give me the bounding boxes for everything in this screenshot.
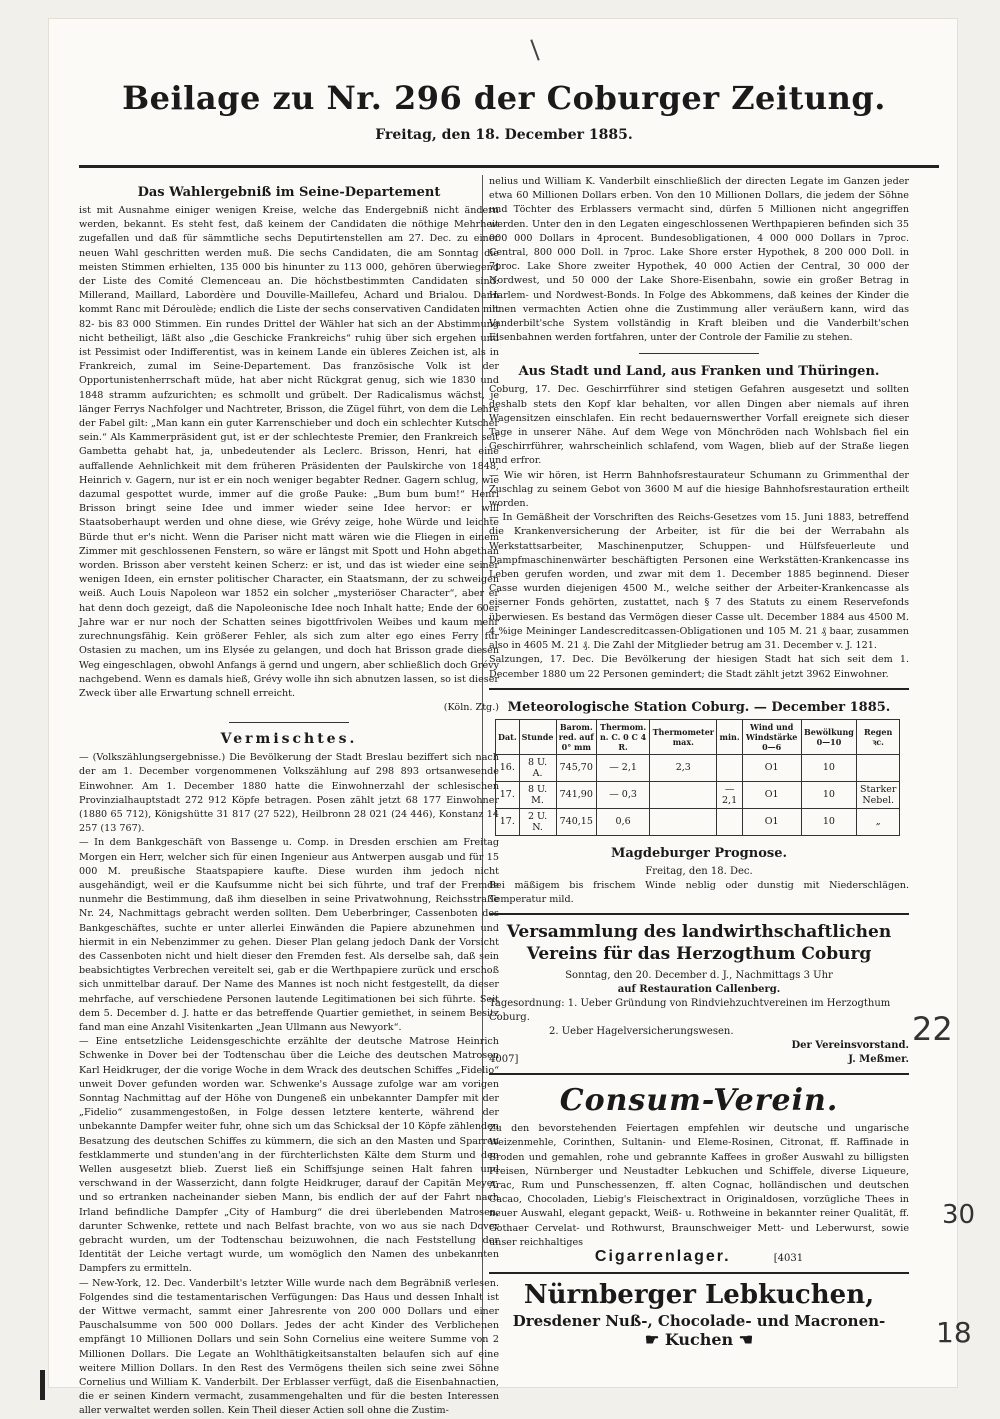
- divider: [489, 913, 909, 915]
- weather-table: [495, 719, 900, 836]
- ad-subtitle: [489, 1330, 909, 1349]
- table-cell: [857, 754, 900, 781]
- table-row: [496, 754, 900, 781]
- table-cell: [717, 808, 742, 835]
- ad-number: [4031: [773, 1252, 804, 1264]
- table-cell: 8 U. M.: [519, 781, 556, 808]
- table-cell: 8 U. A.: [519, 754, 556, 781]
- col-header: Dat.: [496, 719, 520, 754]
- table-cell: 17.: [496, 808, 520, 835]
- divider: [639, 353, 759, 354]
- table-cell: 16.: [496, 754, 520, 781]
- continuation-text: nelius und William K. Vanderbilt einschließlich der directen Legate im Ganzen jeder etwa 60 Millionen Dollars erben. Von den 10 Millionen Dollars, die jedem der Söhne und Töchter des Erblassers vermacht sind, dürfen 5 Millionen nicht angegriffen werden. Unter den in den Legaten eingeschlossenen Werthpapieren befinden sich 35 000 000 Dollars in 4procent. Bundesobligationen, 4 000 000 Dollars in 7proc. Central, 800 000 Doll. in 7proc. Lake Shore erster Hypothek, 8 200 000 Doll. in 7proc. Lake Shore zweiter Hypothek, 40 000 Actien der Central, 30 000 der Nordwest, und 50 000 der Lake Shore-Eisenbahn, sowie ein großer Betrag in Harlem- und Nordwest-Bonds. In Folge des Abkommens, daß keines der Kinder die ihnen vermachten Actien ohne die Zustimmung aller veräußern kann, wird das Vanderbilt'sche System vollständig in Kraft bleiben und die Vanderbilt'schen Eisenbahnen werden fortfahren, unter der Controle der Familie zu stehen.: [489, 176, 909, 344]
- page-date: Freitag, den 18. December 1885.: [375, 127, 633, 143]
- article-heading: Das Wahlergebniß im Seine-Departement: [137, 185, 441, 200]
- table-cell: 0,6: [597, 808, 650, 835]
- table-cell: — 0,3: [597, 781, 650, 808]
- table-cell: O1: [742, 754, 801, 781]
- prognose-heading: Magdeburger Prognose.: [610, 845, 787, 861]
- news-paragraph: — New-York, 12. Dec. Vanderbilt's letzter Wille wurde nach dem Begräbniß verlesen. Folgendes sind die testamentarischen Verfügungen: Das Haus und dessen Inhalt ist der Wittwe vermacht, sammt einer Jahresrente von 200 000 Dollars und einer Pauschalsumme von 500 000 Dollars. Jedes der acht Kinder des Verblichenen empfängt 10 Millionen Dollars und sein Sohn Cornelius eine weitere Summe von 2 Millionen Dollars. Die Legate an Wohlthätigkeitsanstalten belaufen sich auf eine weitere Million Dollars. In den Rest des Vermögens theilen sich seine zwei Söhne Cornelius und William K. Vanderbilt. Der Erblasser verfügt, daß die Eisenbahnactien, die er seinen Kindern vermacht, zusammengehalten und für die besten Interessen aller verwaltet werden sollen. Kein Theil dieser Actien soll ohne die Zustim-: [79, 1277, 499, 1417]
- ad-agenda: 2. Ueber Hagelversicherungswesen.: [549, 1026, 734, 1038]
- table-cell: — 2,1: [717, 781, 742, 808]
- col-header: Regen ꝛc.: [857, 719, 900, 754]
- ad-agenda: Tagesordnung: 1. Ueber Gründung von Rindviehzuchtvereinen im Herzogthum Coburg.: [489, 998, 891, 1024]
- margin-note: 30: [942, 1200, 976, 1230]
- table-cell: 17.: [496, 781, 520, 808]
- col-header: Thermom. n. C. 0 C 4 R.: [597, 719, 650, 754]
- ad-subtitle-text: Kuchen: [664, 1329, 734, 1349]
- ad-signer: J. Meßmer.: [848, 1054, 909, 1066]
- table-cell: 745,70: [556, 754, 597, 781]
- ad-subtitle: Dresdener Nuß-, Chocolade- und Macronen-: [512, 1311, 886, 1330]
- ad-text: Zu den bevorstehenden Feiertagen empfehlen wir deutsche und ungarische Weizenmehle, Corinthen, Sultanin- und Eleme-Rosinen, Citronat, ff. Raffinade in Broden und gemahlen, rohe und gebrannte Kaffees in großer Auswahl zu billigsten Preisen, Nürnberger und Neustadter Lebkuchen und Schiffele, diverse Liqueure, Arac, Rum und Punschessenzen, ff. alten Cognac, holländischen und deutschen Cacao, Chocoladen, Liebig's Fleischextract in Originaldosen, vorzügliche Thees in neuer Auswahl, elegant gepackt, Weiß- u. Rothweine in bekannter reiner Qualität, ff. Gothaer Cervelat- und Rothwurst, Braunschweiger Mett- und Leberwurst, sowie unser reichhaltiges: [489, 1123, 909, 1248]
- pointing-hand-icon: ☚: [738, 1329, 754, 1349]
- col-header: Wind und Windstärke 0—6: [742, 719, 801, 754]
- table-cell: Starker Nebel.: [857, 781, 900, 808]
- table-row: [496, 781, 900, 808]
- pencil-mark: [530, 39, 539, 60]
- col-header: Bewölkung 0—10: [801, 719, 857, 754]
- news-paragraph: Salzungen, 17. Dec. Die Bevölkerung der hiesigen Stadt hat sich seit dem 1. December 1880 um 22 Personen gemindert; die Stadt zählt jetzt 3962 Einwohner.: [489, 654, 909, 680]
- ad-highlight: Cigarrenlager.: [594, 1247, 731, 1265]
- table-cell: 10: [801, 808, 857, 835]
- article-text: ist mit Ausnahme einiger wenigen Kreise, welche das Endergebniß nicht ändern werden, bekannt. Es steht fest, daß keinem der Candidaten die nöthige Mehrheit zugefallen und daß für sämmtliche sechs Deputirtenstellen am 27. Dec. zu einer neuen Wahl geschritten werden muß. Die sechs Candidaten, die am Sonntag die meisten Stimmen erhielten, 135 000 bis hinunter zu 113 000, gehören überwiegend der Liste des Comité Clemenceau an. Die höchstbestimmten Candidaten sind: Millerand, Maillard, Labordère und Douville-Maillefeu, Achard und Brialou. Dann kommt Ranc mit Déroulède; endlich die Liste der sechs conservativen Candidaten mit 82- bis 83 000 Stimmen. Ein rundes Drittel der Wähler hat sich an der Abstimmung nicht betheiligt, läßt also „die Geschicke Frankreichs“ ruhig über sich ergehen und ist Pessimist oder Indifferentist, was in keinem Lande ein übleres Zeichen ist, als in Frankreich, zumal im Seine-Departement. Das französische Volk ist der Opportunistenherrschaft müde, hat aber nicht Rückgrat genug, sich wie 1830 und 1848 stramm aufzurichten; es schmollt und grübelt. Der Radicalismus wächst, je länger Ferrys Nachfolger und Nachtreter, Brisson, die Zügel führt, von dem die Lehre der Fabel gilt: „Man kann ein guter Karrenschieber und doch ein schlechter Kutscher sein.“ Als Kammerpräsident gut, ist er der schlechteste Premier, den Frankreich seit Gambetta gehabt hat, ja, unbedeutender als Leclerc. Brisson, Henri, hat eine auffallende Aehnlichkeit mit dem früheren Präsidenten der Paulskirche von 1848, Heinrich v. Gagern, nur ist er ein noch weniger begabter Redner. Gagern schlug, wie dazumal gespottet wurde, immer auf die große Pauke: „Bum bum bum!“ Henri Brisson bringt seine Idee und immer wieder seine Idee hervor: er will Staatsoberhaupt werden und ohne diese, wie Grévy zeige, hohe Würde und leichte Bürde thut er's nicht. Wenn die Pariser nicht matt wären wie die Fliegen in einem Zimmer mit geschlossenen Fenstern, so wäre er längst mit Spott und Hohn abgethan worden. Brisson aber versteht keinen Scherz: er ist, und das ist wieder eine seiner wenigen Ideen, ein ernster politischer Character, ein Staatsmann, der zu schweigen weiß. Auch Louis Napoleon war 1852 ein solcher „mysteriöser Character“, aber er hat denn doch gezeigt, daß die Napoleonische Idee noch Inhalt hatte; Ende der 60er Jahre war er nur noch der Schatten seines bigottfrivolen Weibes und kaum mehr zurechnungsfähig. Kein größerer Fehler, als sich zum alter ego eines Ferry für Ostasien zu machen, um ins Elysée zu gelangen, und doch hat Brisson grade diesen Weg eingeschlagen, obwohl Anfangs ä gernd und ungern, aber schließlich doch Grévy nachgebend. Wenn es damals hieß, Grévy wolle ihn sich abnutzen lassen, so ist dieser Zweck über alle Erwartung schnell erreicht.: [79, 205, 499, 699]
- pointing-hand-icon: ☛: [644, 1329, 660, 1349]
- table-cell: [717, 754, 742, 781]
- top-rule: [79, 165, 939, 168]
- ad-when: Sonntag, den 20. December d. J., Nachmittags 3 Uhr: [565, 970, 833, 982]
- edge-mark: [40, 1370, 45, 1400]
- ad-where: auf Restauration Callenberg.: [617, 984, 781, 996]
- section-heading: Aus Stadt und Land, aus Franken und Thüringen.: [518, 364, 880, 380]
- table-cell: 741,90: [556, 781, 597, 808]
- margin-note: 18: [936, 1316, 972, 1349]
- ad-title: Nürnberger Lebkuchen,: [523, 1279, 875, 1310]
- table-cell: 10: [801, 781, 857, 808]
- divider: [489, 688, 909, 690]
- left-column: [79, 175, 499, 1417]
- table-cell: O1: [742, 781, 801, 808]
- news-paragraph: — In dem Bankgeschäft von Bassenge u. Comp. in Dresden erschien am Freitag Morgen ein Herr, welcher sich für einen Ingenieur aus Antwerpen ausgab und für 15 000 M. preußische Staatspapiere kaufte. Diese wurden ihm jedoch nicht ausgehändigt, weil er die Kaufsumme nicht bei sich führte, und traf der Fremde nunmehr die Bestimmung, daß ihm dieselben in seine Privatwohnung, Reichsstraße Nr. 24, Nachmittags gebracht werden sollten. Dem Ueberbringer, Cassenboten des Bankgeschäftes, suchte er unter allerlei Einwänden die Papiere abzunehmen und hiermit in ein Nebenzimmer zu gehen. Dieser Plan gelang jedoch Dank der Vorsicht des Cassenboten nicht und hielt dieser den Fremden fest. Als derselbe sah, daß sein beabsichtigtes Verbrechen vereitelt sei, gab er die Werthpapiere zurück und erschoß sich unmittelbar darauf. Der Name des Mannes ist noch nicht festgestellt, da dieser mehrfache, auf verschiedene Personen lautende Legitimationen bei sich führte. Seit dem 5. December d. J. hatte er das betreffende Quartier gemiethet, in seinem Besitz fand man eine Anzahl Visitenkarten „Jean Ullmann aus Newyork“.: [79, 837, 499, 1033]
- news-paragraph: Coburg, 17. Dec. Geschirrführer sind stetigen Gefahren ausgesetzt und sollten deshalb stets den Kopf klar behalten, vor allen Dingen aber niemals auf ihren Wagensitzen einschlafen. Ein recht bedauernswerther Vorfall ereignete sich dieser Tage in unserer Nähe. Auf dem Wege von Mönchröden nach Wohlsbach fiel ein Geschirrführer, wahrscheinlich schlafend, vom Wagen, blieb auf der Straße liegen und erfror.: [489, 384, 909, 467]
- table-cell: „: [857, 808, 900, 835]
- ad-title: Versammlung des landwirthschaftlichen Vereins für das Herzogthum Coburg: [506, 922, 892, 965]
- ad-title: Consum-Verein.: [559, 1083, 839, 1119]
- margin-note: 22: [912, 1010, 953, 1048]
- news-paragraph: — In Gemäßheit der Vorschriften des Reichs-Gesetzes vom 15. Juni 1883, betreffend die Krankenversicherung der Arbeiter, ist für die bei der Werrabahn als Werkstattsarbeiter, Maschinenputzer, Schuppen- und Hülfsfeuerleute und Dampfmaschinenwärter beschäftigten Personen eine Werkstätten-Krankencasse ins Leben gerufen worden, und zwar mit dem 1. December 1885 beginnend. Dieser Casse wurden diejenigen 4500 M., welche seither der Arbeiter-Krankencasse als eiserner Fonds gehörten, zustattet, nach § 7 des Statuts zu einem Reservefonds überwiesen. Es bestand das Vermögen dieser Casse ult. December 1884 aus 4500 M. 4 %ige Meininger Landescreditcassen-Obligationen und 105 M. 21 ₰ baar, zusammen also in 4605 M. 21 ₰. Die Zahl der Mitglieder betrug am 31. December v. J. 121.: [489, 512, 909, 652]
- col-header: min.: [717, 719, 742, 754]
- table-cell: [650, 781, 717, 808]
- col-header: Stunde: [519, 719, 556, 754]
- news-paragraph: — Eine entsetzliche Leidensgeschichte erzählte der deutsche Matrose Heinrich Schwenke in Dover bei der Todtenschau über die Leiche des deutschen Matrosen Karl Heidkruger, der die vorige Woche in dem Wrack des deutschen Schiffes „Fidelio“ unweit Dover gefunden worden war. Schwenke's Aussage zufolge war am vorigen Sonntag Nachmittag auf der Höhe von Dungeneß ein unbekannter Dampfer mit der „Fidelio“ zusammengestoßen, in Folge dessen letztere kenterte, während der unbekannte Dampfer weiter fuhr, ohne sich um das Schicksal der 10 Köpfe zählenden Besatzung des deutschen Schiffes zu kümmern, die sich an den Masten und Sparren festklammerte und stunden'ang in der fürchterlichsten Kälte dem Sturm und den Wellen ausgesetzt blieb. Zuerst ließ ein Schiffsjunge seinen Halt fahren und verschwand in der Wasserzicht, dann folgte Heidkruger, darauf der Capitän Meyer, und so ertranken nacheinander sieben Mann, bis endlich der auf der Fahrt nach Irland befindliche Dampfer „City of Hamburg“ die drei überlebenden Matrosen, darunter Schwenke, rettete und nach Belfast brachte, von wo aus sie nach Dover gebracht wurden, um der Todtenschau beizuwohnen, die nach Feststellung der Identität der Leiche vertagt wurde, um womöglich den Namen des unbekannten Dampfers zu ermitteln.: [79, 1036, 499, 1275]
- article-source: (Köln. Ztg.): [443, 702, 499, 714]
- col-header: Thermometer max.: [650, 719, 717, 754]
- newspaper-page: [48, 18, 958, 1417]
- table-cell: 10: [801, 754, 857, 781]
- col-header: Barom. red. auf 0° mm: [556, 719, 597, 754]
- prognose-date: Freitag, den 18. Dec.: [645, 865, 753, 877]
- ad-number: 4007]: [489, 1054, 519, 1066]
- table-cell: [650, 808, 717, 835]
- ad-signer: Der Vereinsvorstand.: [791, 1040, 909, 1052]
- table-cell: 2 U. N.: [519, 808, 556, 835]
- section-heading: Vermischtes.: [220, 731, 358, 748]
- news-paragraph: — Wie wir hören, ist Herrn Bahnhofsrestaurateur Schumann zu Grimmenthal der Zuschlag zu seinem Gebot von 3600 M auf die hiesige Bahnhofsrestauration ertheilt worden.: [489, 469, 909, 510]
- table-cell: — 2,1: [597, 754, 650, 781]
- table-cell: 740,15: [556, 808, 597, 835]
- met-heading: Meteorologische Station Coburg. — December 1885.: [507, 699, 891, 715]
- table-cell: 2,3: [650, 754, 717, 781]
- table-cell: O1: [742, 808, 801, 835]
- page-title: Beilage zu Nr. 296 der Coburger Zeitung.: [122, 79, 886, 117]
- table-row: [496, 808, 900, 835]
- news-paragraph: — (Volkszählungsergebnisse.) Die Bevölkerung der Stadt Breslau beziffert sich nach der am 1. December vorgenommenen Volkszählung auf 298 893 ortsanwesende Einwohner. Am 1. December 1880 hatte die Einwohnerzahl der schlesischen Provinzialhauptstadt 272 912 Köpfe betragen. Posen zählt jetzt 68 177 Einwohner (1880 65 712), Königshütte 31 817 (27 522), Heilbronn 28 021 (24 446), Konstanz 14 257 (13 767).: [79, 752, 499, 835]
- divider: [489, 1272, 909, 1274]
- ad-footer: [489, 1247, 909, 1266]
- divider: [489, 1073, 909, 1075]
- right-column: [489, 175, 909, 1375]
- divider: [229, 722, 349, 723]
- prognose-text: Bei mäßigem bis frischem Winde neblig oder dunstig mit Niederschlägen. Temperatur mild.: [489, 879, 909, 905]
